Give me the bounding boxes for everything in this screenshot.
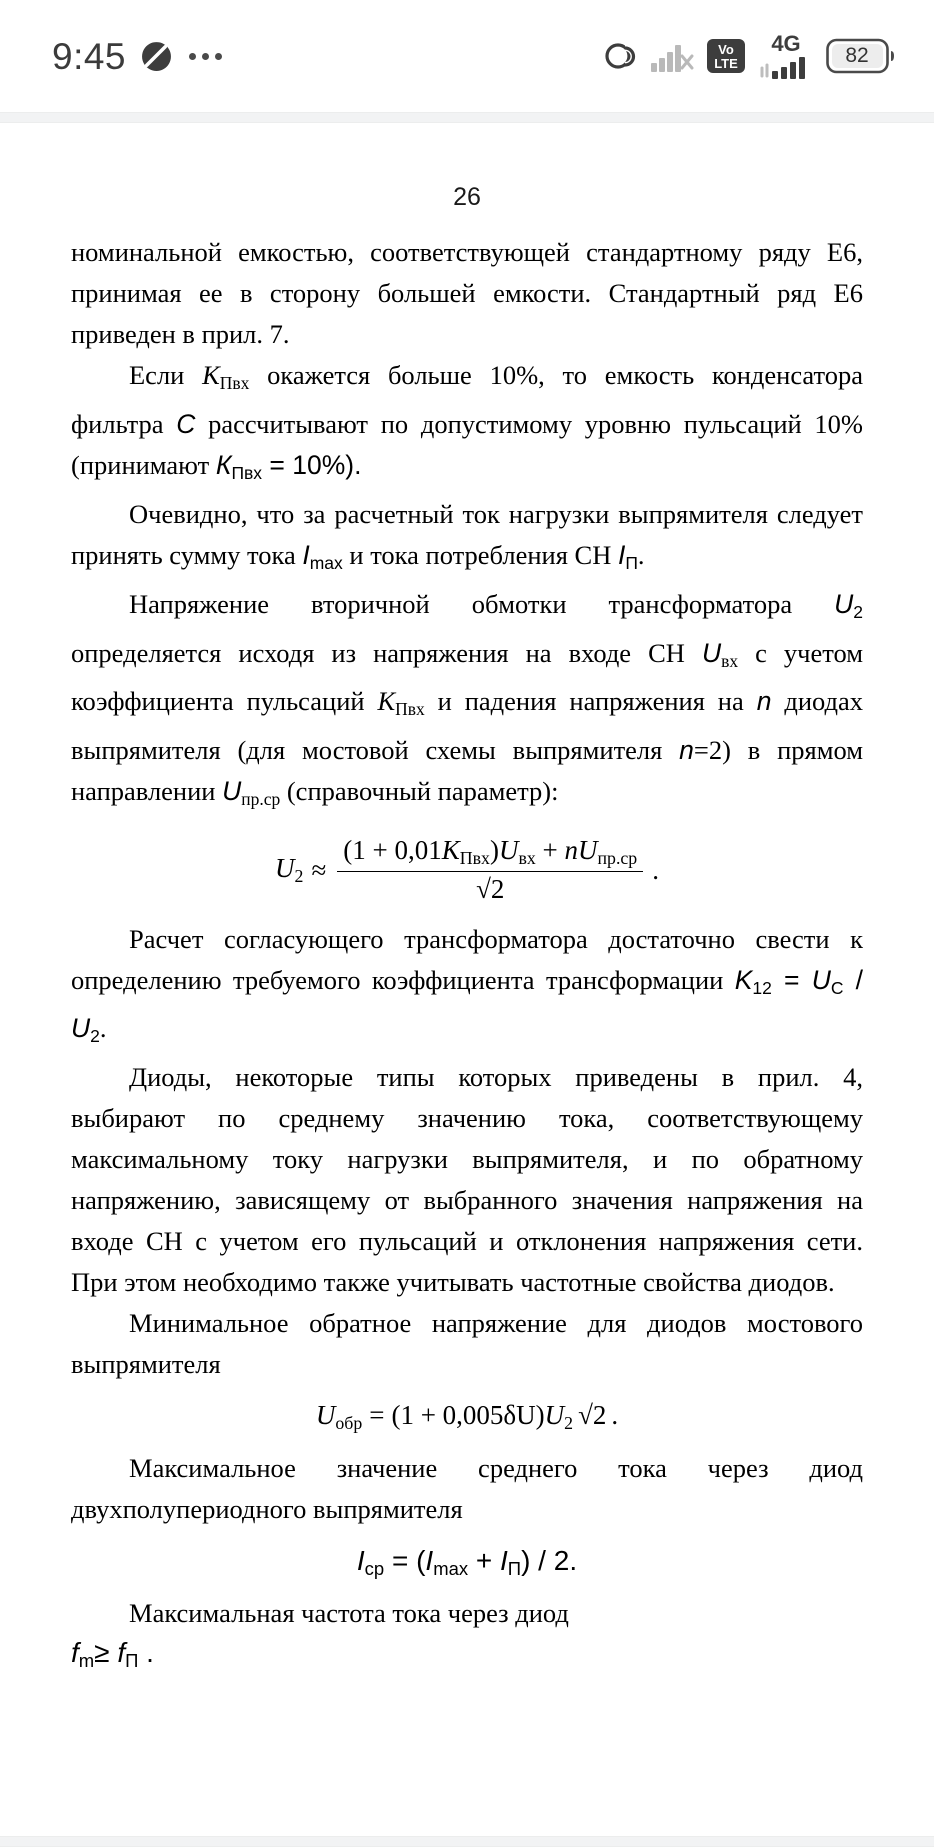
signal-no-service-icon [651, 40, 693, 72]
f1-num-plus: + [535, 835, 565, 866]
paragraph-7: Минимальное обратное напряжение для диодов мостового выпрямителя [71, 1308, 863, 1380]
f1-num-n: n [564, 835, 578, 866]
f4-trailing: . [138, 1637, 154, 1669]
p5-text-d: . [99, 1013, 107, 1044]
p2-subscript-k2: Пвх [231, 462, 263, 483]
p4-subscript-u2: вх [721, 650, 739, 671]
p4-symbol-n: n [756, 686, 772, 717]
f1-fraction [337, 836, 643, 904]
page-number: 26 [453, 183, 481, 211]
p2-text-a: Если [129, 360, 203, 390]
do-not-disturb-icon [140, 40, 173, 73]
p2-symbol-k2: К [215, 449, 232, 480]
page-separator-top [0, 112, 934, 123]
p5-symbol-u2: U [71, 1013, 91, 1044]
p3-subscript-i: max [309, 552, 343, 573]
page-bottom-space [71, 1686, 863, 1836]
paragraph-3 [71, 494, 863, 584]
p3-symbol-i2: I [617, 539, 626, 570]
f3-i1-sub: max [433, 1558, 469, 1580]
p4-symbol-k: К [377, 686, 396, 717]
p2-symbol-k: К [202, 360, 220, 390]
p2-text-d: = 10%). [262, 449, 362, 480]
network-type-label: 4G [771, 30, 801, 56]
p5-symbol-uc: U [811, 964, 831, 995]
f1-relation: ≈ [311, 854, 327, 885]
p2-text-c: рассчитывают по допустимому уровню пульсаций 10% (принимают [71, 408, 863, 480]
p4-text-d: и падения напряжения на [424, 686, 757, 717]
f1-num-k: K [441, 835, 460, 866]
p4-text-e: диодах выпрямителя (для мостовой схемы выпрямителя [71, 686, 864, 766]
f2-lhs: U [315, 1400, 336, 1431]
p2-symbol-c: C [176, 408, 196, 439]
network-type-group [759, 30, 813, 80]
f1-num-u2-sub: пр.ср [597, 848, 638, 869]
p5-subscript-k: 12 [752, 977, 772, 998]
more-dots-icon [189, 53, 222, 60]
svg-text:LTE: LTE [714, 56, 738, 71]
f4-rhs-sub: П [125, 1650, 139, 1672]
f3-i2-sub: П [507, 1558, 522, 1580]
f2-lhs-sub: обр [335, 1413, 363, 1434]
p3-subscript-i2: П [625, 552, 638, 573]
f1-num-k-sub: Пвх [459, 848, 490, 869]
paragraph-5 [71, 919, 863, 1058]
status-bar [0, 0, 934, 112]
svg-text:Vo: Vo [718, 42, 734, 57]
f1-num-u2: U [578, 835, 598, 866]
f1-numerator [337, 836, 643, 872]
p4-symbol-u: U [834, 588, 854, 619]
f2-relation: = [369, 1400, 385, 1431]
p4-text-c: с учетом коэффициента пульсаций [71, 637, 863, 717]
p4-symbol-u2: U [701, 637, 722, 668]
volte-badge-icon [706, 37, 746, 75]
f1-lhs: U [275, 853, 295, 884]
f3-tail: / 2. [530, 1544, 578, 1576]
page-content [71, 123, 863, 1836]
paragraph-1: номинальной емкостью, соответствующей стандартному ряду Е6, принимая ее в сторону большей емкости. Стандартный ряд Е6 приведен в прил. 7. [71, 237, 863, 349]
battery-icon [826, 38, 896, 74]
p4-subscript-u3: пр.ср [241, 789, 281, 810]
p4-symbol-n2: n [679, 735, 694, 766]
f1-denominator: √2 [476, 873, 505, 904]
f3-i2: I [500, 1544, 508, 1576]
p5-text-c: / [843, 964, 863, 995]
status-bar-left [52, 35, 222, 77]
p3-text-b: и тока потребления СН [342, 539, 618, 570]
p3-text-a: Очевидно, что за расчетный ток нагрузки выпрямителя следует принять сумму тока [71, 498, 863, 570]
signal-bars-icon [759, 56, 813, 80]
p3-symbol-i: I [302, 539, 310, 570]
f3-relation: = [384, 1544, 417, 1576]
f1-num-close: ) [489, 835, 499, 866]
f4-lhs: f [71, 1637, 79, 1669]
status-bar-right [598, 30, 896, 80]
p5-text-b: = [771, 964, 812, 995]
p2-subscript-k: Пвх [219, 372, 250, 393]
p4-text-b: определяется исходя из напряжения на входе СН [71, 637, 702, 668]
paragraph-6: Диоды, некоторые типы которых приведены в прил. 4, выбирают по среднему значению тока, соответствующему максимальному току нагрузки выпрямителя, и по обратному напряжению, зависящему от выбранного значения напряжения на входе СН с учетом его пульсаций и отклонения напряжения сети. При этом необходимо также учитывать частотные свойства диодов. [71, 1062, 863, 1298]
p4-subscript-u: 2 [853, 601, 863, 622]
battery-level-label: 82 [845, 44, 869, 67]
f2-body: (1 + 0,005δU) [391, 1400, 545, 1431]
page-separator-bottom [0, 1836, 934, 1847]
f1-trailing: . [652, 854, 659, 885]
p5-symbol-k: K [734, 964, 753, 995]
paragraph-8: Максимальное значение среднего тока через диод двухполупериодного выпрямителя [71, 1452, 863, 1524]
document-page[interactable] [0, 123, 934, 1836]
p5-text-a: Расчет согласующего трансформатора достаточно свести к определению требуемого коэффициента трансформации [71, 923, 863, 995]
p3-text-c: . [637, 539, 645, 570]
p4-symbol-u3: U [222, 776, 242, 807]
formula-u2 [71, 836, 863, 904]
formula-isr [71, 1546, 863, 1580]
f4-rhs: f [117, 1637, 126, 1669]
p4-text-a: Напряжение вторичной обмотки трансформатора [129, 588, 835, 619]
f2-radical: √2 [578, 1400, 607, 1431]
p4-subscript-k: Пвх [395, 699, 425, 720]
paragraph-4 [71, 584, 863, 821]
paragraph-9: Максимальная частота тока через диод [129, 1598, 569, 1629]
p4-text-g: (справочный параметр): [280, 776, 559, 807]
status-clock: 9:45 [52, 35, 127, 77]
link-chain-icon [598, 39, 638, 73]
f1-num-open: (1 + 0,01 [343, 835, 442, 866]
f2-u-sub: 2 [564, 1413, 574, 1434]
p2-text-b: окажется больше 10%, то емкость конденсатора фильтра [71, 360, 863, 439]
f3-open: ( [416, 1544, 426, 1576]
f2-trailing: . [611, 1400, 619, 1431]
f1-lhs-sub: 2 [294, 866, 304, 887]
formula-uobr [71, 1401, 863, 1434]
paragraph-2 [71, 355, 863, 494]
f4-lhs-sub: m [78, 1650, 95, 1672]
p4-text-f: =2) в прямом направлении [71, 735, 863, 807]
f3-i1: I [425, 1544, 434, 1576]
f3-plus: + [468, 1544, 501, 1576]
f3-lhs-sub: ср [364, 1558, 385, 1580]
f1-num-u: U [498, 835, 519, 866]
p5-subscript-uc: C [830, 977, 844, 998]
f4-relation: ≥ [94, 1637, 118, 1669]
f3-close: ) [521, 1544, 531, 1576]
p5-subscript-u2: 2 [90, 1026, 100, 1047]
f2-u: U [544, 1400, 565, 1431]
f1-num-u-sub: вх [518, 848, 536, 869]
f3-lhs: I [356, 1544, 365, 1576]
formula-fm [71, 1638, 863, 1672]
